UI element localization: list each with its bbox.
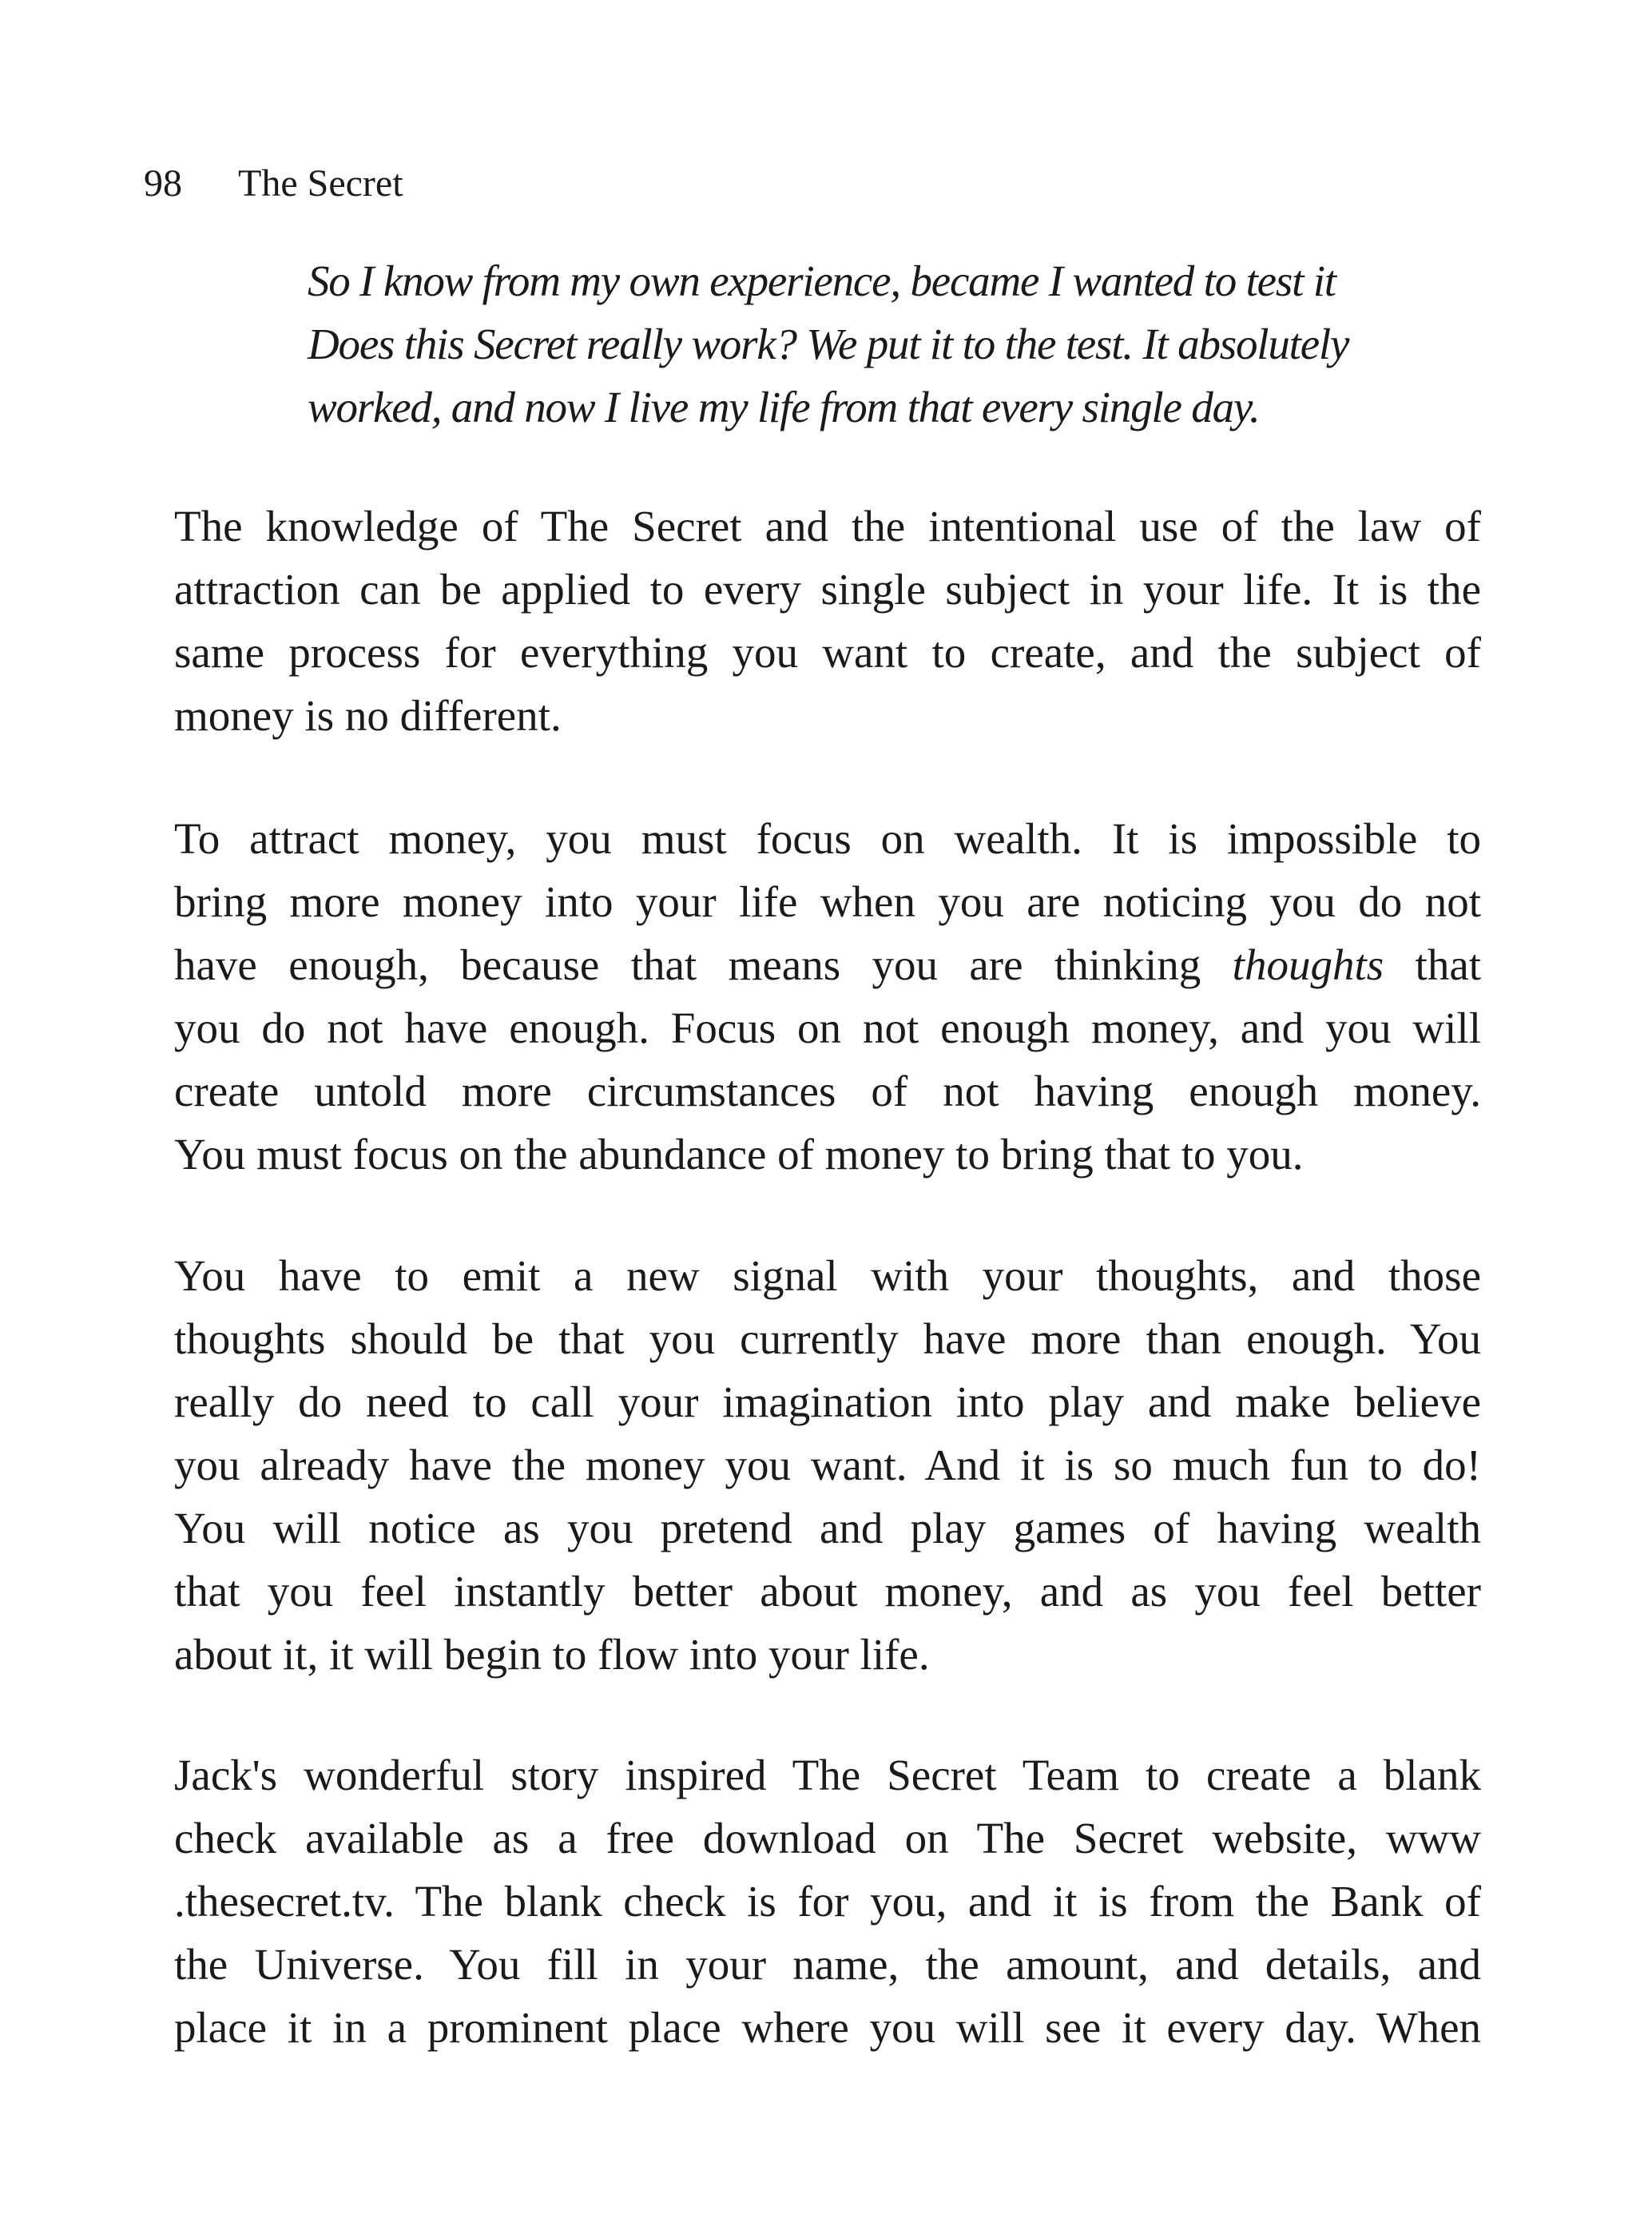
paragraph-line: money is no different. [174,691,562,740]
paragraph-line: really do need to call your imagination into play and make believe [174,1377,1481,1426]
paragraph-line: the Universe. You fill in your name, the amount, and details, and [174,1940,1481,1989]
paragraph-line: you already have the money you want. And it is so much fun to do! [174,1441,1481,1489]
book-title: The Secret [238,162,403,205]
paragraph-line: You must focus on the abundance of money to bring that to you. [174,1130,1304,1179]
paragraph-line: .thesecret.tv. The blank check is for you, and it is from the Bank of [174,1877,1481,1926]
page-number: 98 [144,162,182,205]
paragraph-line: Jack's wonderful story inspired The Secret Team to create a blank [174,1751,1481,1799]
paragraph-new-signal [174,1244,1481,1686]
paragraph-line: about it, it will begin to flow into your life. [174,1630,930,1679]
paragraph-line: thoughts should be that you currently have more than enough. You [174,1314,1481,1363]
quote-line: So I know from my own experience, became I wanted to test it [308,256,1336,305]
paragraph-line: attraction can be applied to every single subject in your life. It is the [174,565,1481,614]
paragraph-line: You have to emit a new signal with your thoughts, and those [174,1251,1481,1300]
emphasized-word: thoughts [1232,940,1384,989]
running-head [144,160,403,208]
paragraph-attract-money [174,807,1481,1186]
paragraph-line: You will notice as you pretend and play games of having wealth [174,1504,1481,1552]
paragraph-line: place it in a prominent place where you will see it every day. When [174,2003,1481,2052]
line-segment: that [1415,940,1482,989]
quote-line: Does this Secret really work? We put it to the test. It absolutely [308,320,1349,368]
paragraph-line: you do not have enough. Focus on not enough money, and you will [174,1004,1481,1052]
paragraph-line: bring more money into your life when you are noticing you do not [174,877,1481,926]
paragraph-line: To attract money, you must focus on wealth. It is impossible to [174,814,1481,863]
paragraph-line: create untold more circumstances of not having enough money. [174,1067,1481,1115]
paragraph-line: The knowledge of The Secret and the intentional use of the law of [174,502,1481,551]
paragraph-blank-check [174,1743,1481,2059]
quote-line: worked, and now I live my life from that every single day. [308,383,1260,431]
paragraph-line: that you feel instantly better about money, and as you feel better [174,1567,1481,1616]
italic-quote [308,249,1482,439]
line-segment: have enough, because that means you are thinking [174,940,1201,989]
paragraph-line: same process for everything you want to create, and the subject of [174,628,1481,677]
paragraph-line-with-emphasis [174,933,1481,996]
paragraph-knowledge [174,495,1481,747]
paragraph-line: check available as a free download on The Secret website, www [174,1814,1481,1862]
